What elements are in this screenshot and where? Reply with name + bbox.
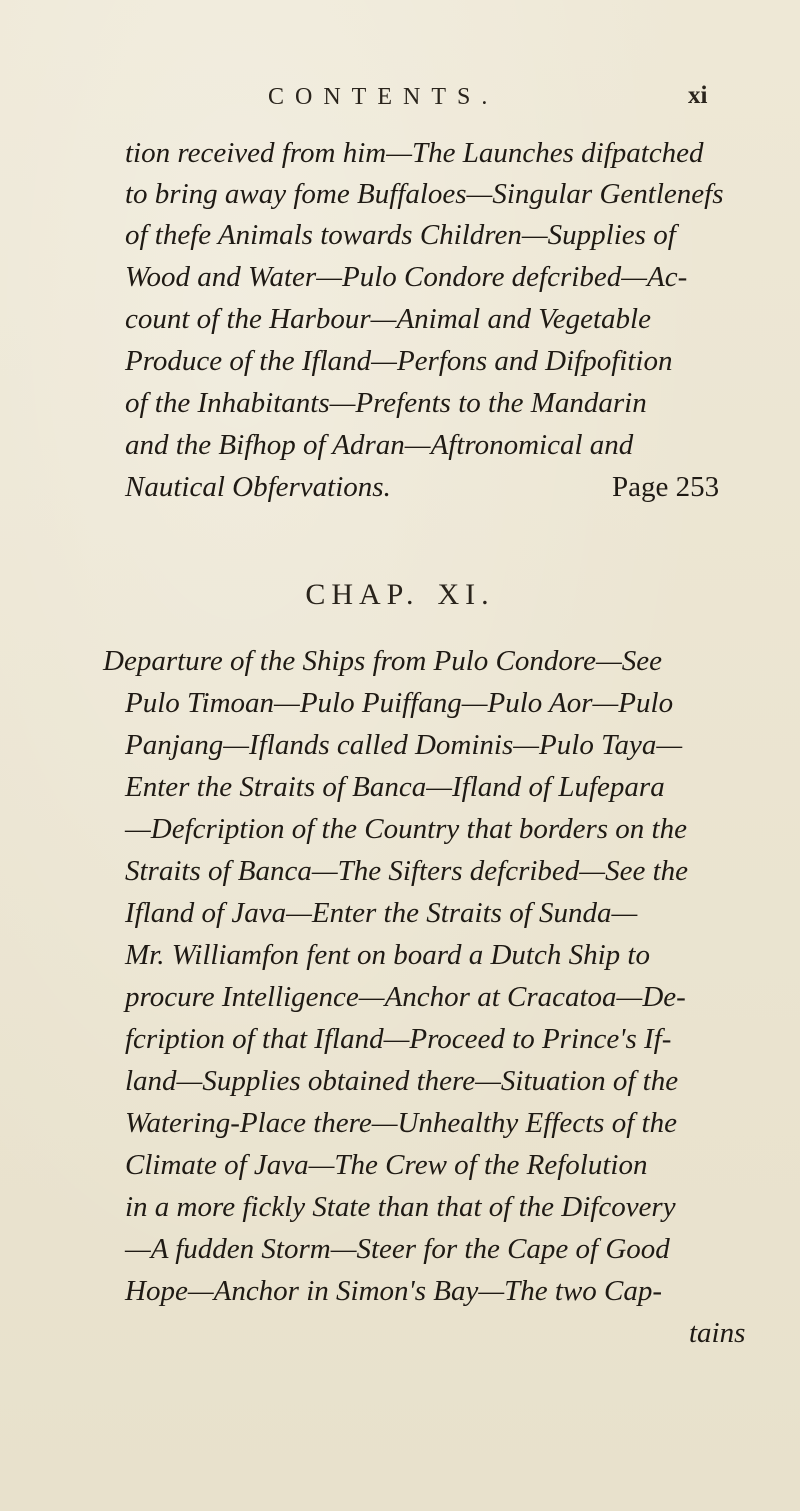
text-line: Hope—Anchor in Simon's Bay—The two Cap-	[125, 1275, 663, 1307]
page-folio: xi	[688, 82, 708, 109]
text-line: Wood and Water—Pulo Condore defcribed—Ac-	[125, 261, 688, 293]
text-line: count of the Harbour—Animal and Vegetable	[125, 303, 651, 335]
text-line: fcription of that Ifland—Proceed to Prince's If-	[125, 1023, 672, 1055]
text-line: tion received from him—The Launches difpatched	[125, 137, 704, 169]
running-head	[0, 78, 800, 118]
text-line: Straits of Banca—The Sifters defcribed—See the	[125, 855, 689, 887]
text-line: Pulo Timoan—Pulo Puiffang—Pulo Aor—Pulo	[125, 687, 674, 719]
chapter-heading	[0, 578, 800, 612]
text-line: Panjang—Iflands called Dominis—Pulo Taya—	[125, 729, 683, 761]
text-line: Climate of Java—The Crew of the Refolution	[125, 1149, 648, 1181]
catchword: tains	[689, 1317, 746, 1349]
text-line: —Defcription of the Country that borders on the	[125, 813, 687, 845]
text-line: land—Supplies obtained there—Situation of the	[125, 1065, 679, 1097]
text-line: Produce of the Ifland—Perfons and Difpofition	[125, 345, 673, 377]
text-line: Nautical Obfervations.	[125, 471, 391, 503]
text-line: and the Bifhop of Adran—Aftronomical and	[125, 429, 634, 461]
chapter-number: XI.	[437, 578, 495, 611]
text-line: Mr. Williamfon fent on board a Dutch Ship to	[125, 939, 650, 971]
text-line: Ifland of Java—Enter the Straits of Sunda—	[125, 897, 638, 929]
text-line: —A fudden Storm—Steer for the Cape of Good	[125, 1233, 670, 1265]
chapter-label: CHAP.	[305, 578, 420, 611]
text-line: Enter the Straits of Banca—Ifland of Lufepara	[125, 771, 665, 803]
text-line: procure Intelligence—Anchor at Cracatoa—De-	[125, 981, 686, 1013]
text-line: of thefe Animals towards Children—Supplies of	[125, 219, 676, 251]
running-title: CONTENTS.	[268, 84, 499, 110]
text-line: of the Inhabitants—Prefents to the Mandarin	[125, 387, 647, 419]
text-line: Departure of the Ships from Pulo Condore—See	[103, 645, 663, 677]
text-line: to bring away fome Buffaloes—Singular Gentlenefs	[125, 178, 724, 210]
page-reference: Page 253	[612, 471, 720, 503]
text-line: Watering-Place there—Unhealthy Effects of the	[125, 1107, 677, 1139]
text-line: in a more fickly State than that of the Difcovery	[125, 1191, 676, 1223]
